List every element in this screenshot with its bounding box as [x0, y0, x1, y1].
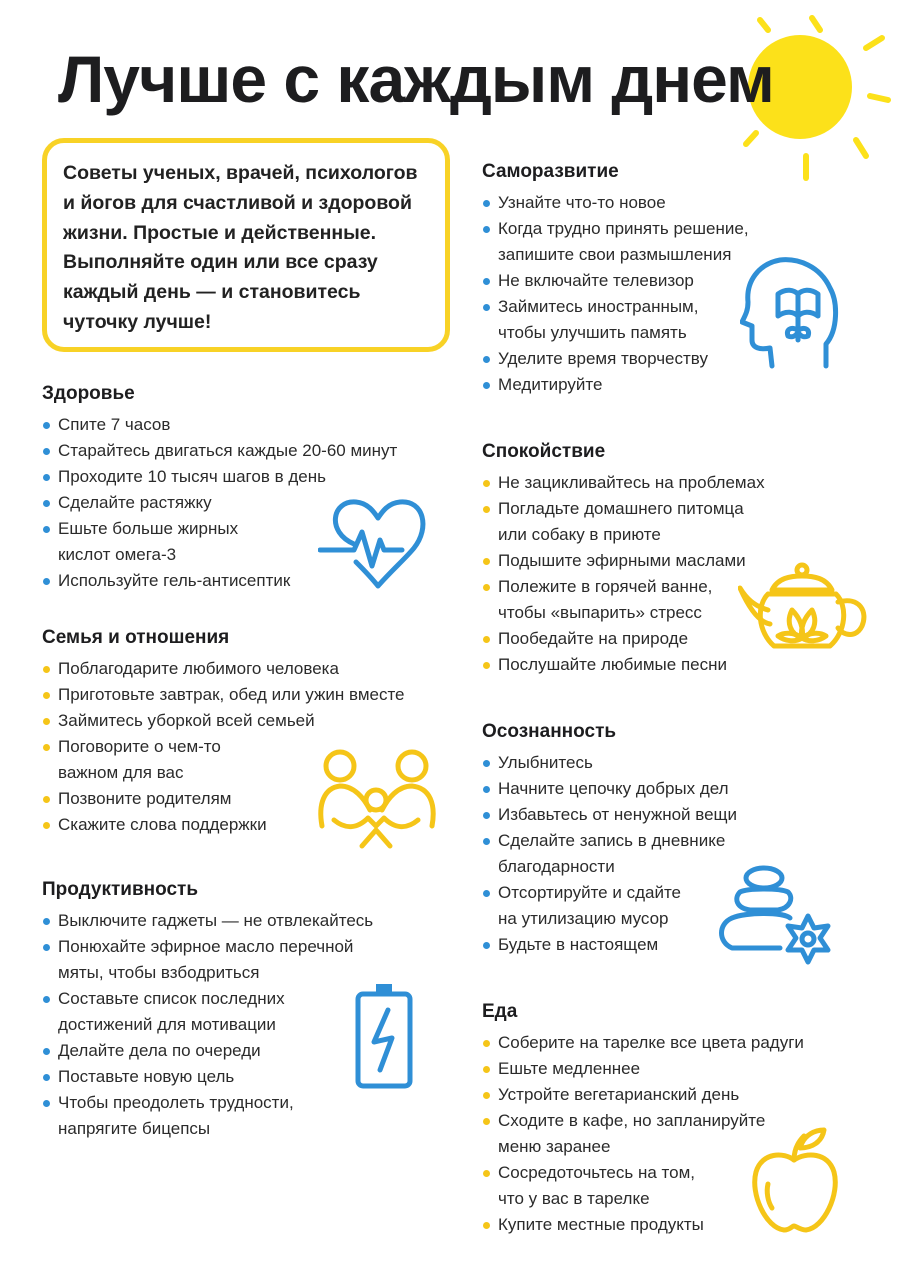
head-book-icon: [740, 252, 840, 372]
list-item-continuation: что у вас в тарелке: [498, 1189, 650, 1208]
list-item: Проходите 10 тысяч шагов в день: [42, 464, 462, 490]
list-item: Ешьте больше жирных: [42, 516, 462, 542]
list-item: Поставьте новую цель: [42, 1064, 462, 1090]
list-item-continuation: достижений для мотивации: [58, 1015, 276, 1034]
zen-stones-flower-icon: [718, 862, 836, 968]
list-item: Устройте вегетарианский день: [482, 1082, 882, 1108]
list-item: Старайтесь двигаться каждые 20-60 минут: [42, 438, 462, 464]
list-item: Пообедайте на природе: [482, 626, 882, 652]
list-item: Поблагодарите любимого человека: [42, 656, 462, 682]
list-item: Узнайте что-то новое: [482, 190, 882, 216]
list-item: Подышите эфирными маслами: [482, 548, 882, 574]
battery-charge-icon: [352, 980, 416, 1092]
list-item: Уделите время творчеству: [482, 346, 882, 372]
list-item: Послушайте любимые песни: [482, 652, 882, 678]
section-heading: Спокойствие: [482, 441, 606, 462]
list-item: Медитируйте: [482, 372, 882, 398]
section-heading: Еда: [482, 1001, 518, 1022]
list-item: Используйте гель-антисептик: [42, 568, 462, 594]
list-item: Приготовьте завтрак, обед или ужин вместе: [42, 682, 462, 708]
page-title: Лучше с каждым днем: [58, 42, 774, 116]
list-item: Ешьте медленнее: [482, 1056, 882, 1082]
list-item-continuation: благодарности: [498, 857, 615, 876]
intro-box: Советы ученых, врачей, психологов и йогов для счастливой и здоровой жизни. Простые и действенные. Выполняйте один или все сразу каждый день — и становитесь чуточку лучше!: [42, 138, 450, 352]
list-item: Отсортируйте и сдайте: [482, 880, 882, 906]
section-heading: Семья и отношения: [42, 627, 230, 648]
list-item-continuation: чтобы улучшить память: [498, 323, 687, 342]
heart-pulse-icon: [318, 496, 438, 592]
list-item: Сделайте растяжку: [42, 490, 462, 516]
section-heading: Продуктивность: [42, 879, 199, 900]
list-item: Скажите слова поддержки: [42, 812, 462, 838]
list-item: Улыбнитесь: [482, 750, 882, 776]
list-item: Сделайте запись в дневнике: [482, 828, 882, 854]
list-item: Сосредоточьтесь на том,: [482, 1160, 882, 1186]
list-item: Составьте список последних: [42, 986, 462, 1012]
list-item: Погладьте домашнего питомца: [482, 496, 882, 522]
list-item: Сходите в кафе, но запланируйте: [482, 1108, 882, 1134]
list-item: Не зацикливайтесь на проблемах: [482, 470, 882, 496]
list-item: Спите 7 часов: [42, 412, 462, 438]
list-item: Не включайте телевизор: [482, 268, 882, 294]
section-heading: Саморазвитие: [482, 161, 619, 182]
list-item: Займитесь уборкой всей семьей: [42, 708, 462, 734]
list-item: Соберите на тарелке все цвета радуги: [482, 1030, 882, 1056]
list-item: Делайте дела по очереди: [42, 1038, 462, 1064]
section-heading: Здоровье: [42, 383, 135, 404]
list-item-continuation: мяты, чтобы взбодриться: [58, 963, 260, 982]
list-item: Поговорите о чем-то: [42, 734, 462, 760]
list-item-continuation: меню заранее: [498, 1137, 611, 1156]
list-item-continuation: кислот омега-3: [58, 545, 177, 564]
list-item: Понюхайте эфирное масло перечной: [42, 934, 462, 960]
list-item-continuation: на утилизацию мусор: [498, 909, 669, 928]
list-item-continuation: или собаку в приюте: [498, 525, 661, 544]
list-item: Выключите гаджеты — не отвлекайтесь: [42, 908, 462, 934]
list-item-continuation: напрягите бицепсы: [58, 1119, 211, 1138]
list-item: Займитесь иностранным,: [482, 294, 882, 320]
family-hug-icon: [312, 746, 442, 850]
section-heading: Осознанность: [482, 721, 617, 742]
list-item-continuation: чтобы «выпарить» стресс: [498, 603, 702, 622]
list-item: Чтобы преодолеть трудности,: [42, 1090, 462, 1116]
list-item: Полежите в горячей ванне,: [482, 574, 882, 600]
list-item: Избавьтесь от ненужной вещи: [482, 802, 882, 828]
apple-icon: [748, 1126, 842, 1236]
teapot-icon: [738, 562, 872, 658]
list-item: Когда трудно принять решение,: [482, 216, 882, 242]
list-item: Будьте в настоящем: [482, 932, 882, 958]
list-item: Купите местные продукты: [482, 1212, 882, 1238]
list-item: Начните цепочку добрых дел: [482, 776, 882, 802]
list-item: Позвоните родителям: [42, 786, 462, 812]
list-item-continuation: важном для вас: [58, 763, 184, 782]
list-item-continuation: запишите свои размышления: [498, 245, 732, 264]
